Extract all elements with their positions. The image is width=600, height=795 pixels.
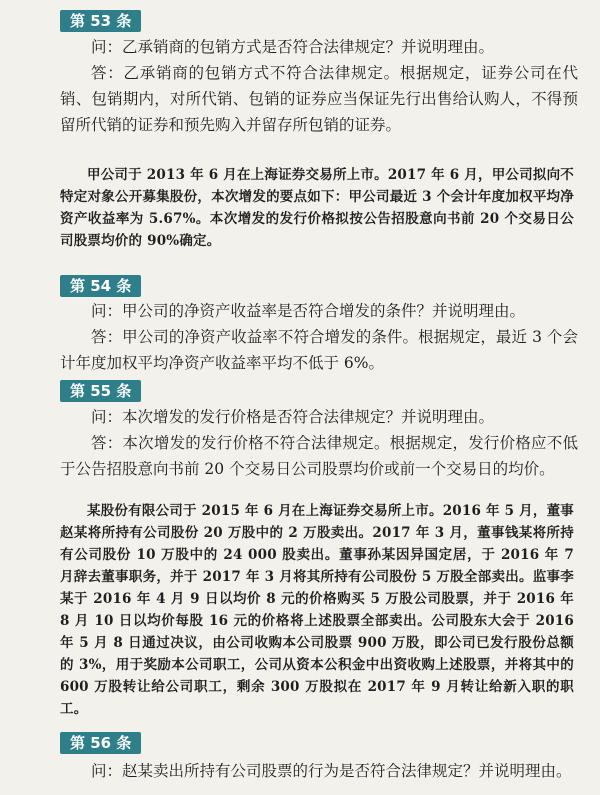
question-text: 问：赵某卖出所持有公司股票的行为是否符合法律规定？并说明理由。 xyxy=(91,762,572,780)
question-text: 问：本次增发的发行价格是否符合法律规定？并说明理由。 xyxy=(91,408,495,426)
answer-text: 答：乙承销商的包销方式不符合法律规定。根据规定，证券公司在代销、包销期内，对所代销、包销的证券应当保证先行出售给认购人，不得预留所代销的证券和预先购入并留存所包销的证券。 xyxy=(60,64,578,134)
answer-text: 答：本次增发的发行价格不符合法律规定。根据规定，发行价格应不低于公告招股意向书前 20 个交易日公司股票均价或前一个交易日的均价。 xyxy=(60,434,578,478)
qa-block-55 xyxy=(60,404,578,482)
question-text: 问：甲公司的净资产收益率是否符合增发的条件？并说明理由。 xyxy=(91,302,526,320)
case-paragraph-2 xyxy=(60,500,574,720)
qa-block-54 xyxy=(60,298,578,376)
case-text: 某股份有限公司于 2015 年 6 月在上海证券交易所上市。2016 年 5 月，董事赵某将所持有公司股份 20 万股中的 2 万股卖出。2017 年 3 月，董事钱某将所持有公司股份 10 万股中的 24 000 股卖出。董事孙某因异国定居，于 2016 年 7 月辞去董事职务，并于 2017 年 3 月将其所持有公司股份 5 万股全部卖出。监事李某于 2016 年 4 月 9 日以均价 8 元的价格购买 5 万股公司股票，并于 2016 年 8 月 10 日以均价每股 16 元的价格将上述股票全部卖出。公司股东大会于 2016 年 5 月 8 日通过决议，由公司收购本公司股票 900 万股，即公司已发行股份总额的 3%，用于奖励本公司职工，公司从资本公积金中出资收购上述股票，并将其中的 600 万股转让给公司职工，剩余 300 万股拟在 2017 年 9 月转让给新入职的职工。 xyxy=(60,503,574,717)
question-text: 问：乙承销商的包销方式是否符合法律规定？并说明理由。 xyxy=(91,38,495,56)
qa-block-53 xyxy=(60,34,578,138)
case-paragraph-1 xyxy=(60,164,574,252)
qa-block-56 xyxy=(60,758,578,784)
answer-text: 答：甲公司的净资产收益率不符合增发的条件。根据规定，最近 3 个会计年度加权平均净资产收益率平均不低于 6%。 xyxy=(60,328,578,372)
article-badge-55: 第 55 条 xyxy=(60,380,141,402)
article-badge-54: 第 54 条 xyxy=(60,275,141,297)
case-text: 甲公司于 2013 年 6 月在上海证券交易所上市。2017 年 6 月，甲公司拟向不特定对象公开募集股份，本次增发的要点如下：甲公司最近 3 个会计年度加权平均净资产收益率为 5.67%。本次增发的发行价格拟按公告招股意向书前 20 个交易日公司股票均价的 90%确定。 xyxy=(60,167,574,249)
article-badge-53: 第 53 条 xyxy=(60,10,141,32)
article-badge-56: 第 56 条 xyxy=(60,732,141,754)
